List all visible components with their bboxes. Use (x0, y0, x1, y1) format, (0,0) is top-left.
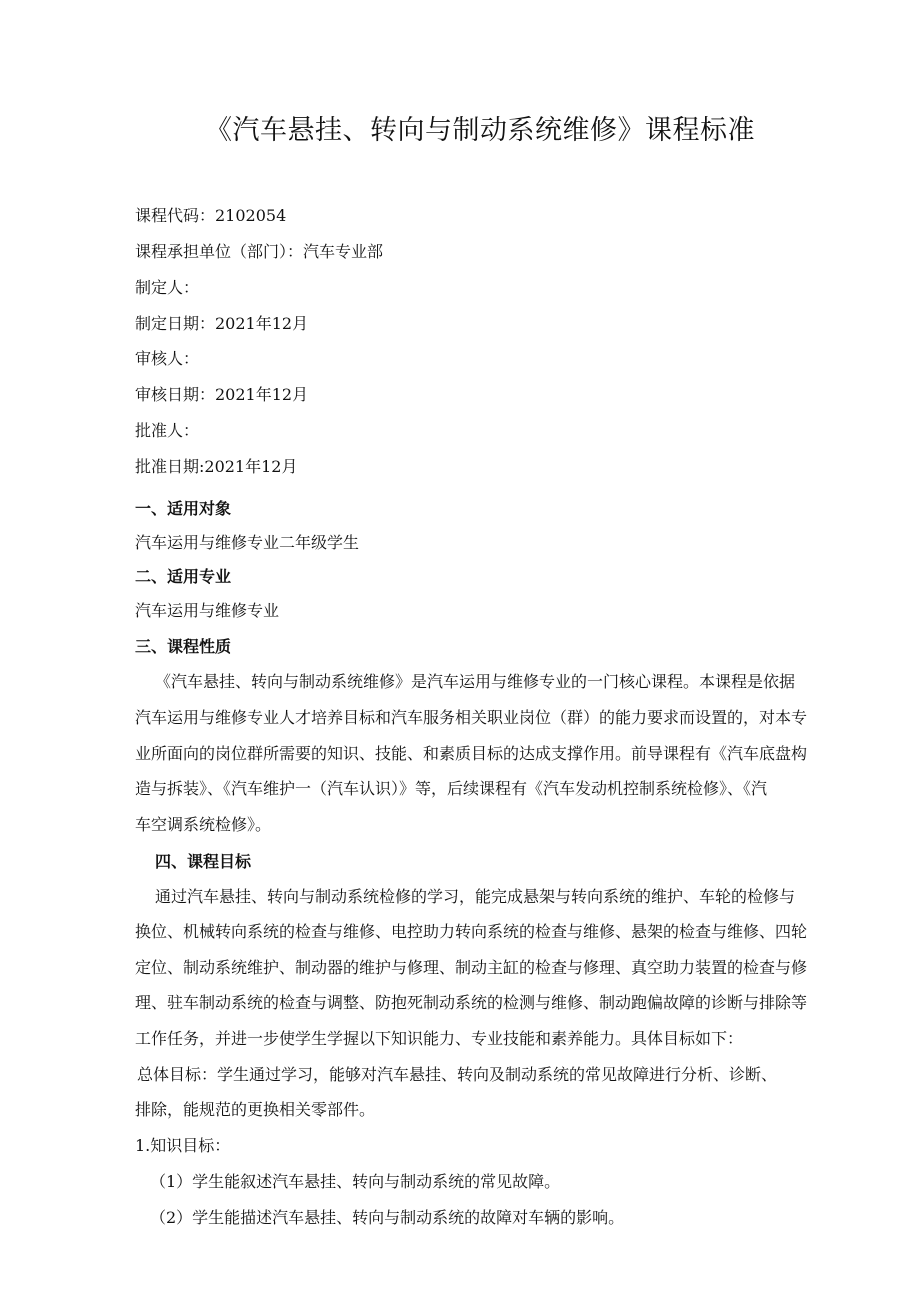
section-4-heading: 四、课程目标 (155, 852, 252, 871)
author-date: 制定日期：2021年12月 (135, 314, 309, 333)
section-3-line-1: 《汽车悬挂、转向与制动系统维修》是汽车运用与维修专业的一门核心课程。本课程是依据 (155, 672, 796, 691)
section-4-line-2: 换位、机械转向系统的检查与维修、电控助力转向系统的检查与维修、悬架的检查与维修、四轮 (135, 922, 808, 941)
review-date: 审核日期：2021年12月 (135, 385, 309, 404)
course-unit: 课程承担单位（部门）：汽车专业部 (135, 242, 384, 261)
section-3-line-4: 造与拆装》、《汽车维护一（汽车认识）》等，后续课程有《汽车发动机控制系统检修》、《汽 (135, 779, 768, 798)
author-label: 制定人： (135, 278, 200, 297)
section-1-text: 汽车运用与维修专业二年级学生 (135, 533, 360, 552)
section-4-line-4: 理、驻车制动系统的检查与调整、防抱死制动系统的检测与维修、制动跑偏故障的诊断与排除等 (135, 993, 808, 1012)
overall-goal-line-2: 排除，能规范的更换相关零部件。 (135, 1100, 376, 1119)
course-code: 课程代码：2102054 (135, 206, 287, 225)
knowledge-item-1: （1）学生能叙述汽车悬挂、转向与制动系统的常见故障。 (150, 1172, 561, 1191)
knowledge-goal-heading: 1.知识目标： (135, 1136, 231, 1155)
section-2-heading: 二、适用专业 (135, 567, 232, 586)
reviewer-label: 审核人： (135, 349, 200, 368)
section-4-line-3: 定位、制动系统维护、制动器的维护与修理、制动主缸的检查与修理、真空助力装置的检查与修 (135, 958, 808, 977)
section-2-text: 汽车运用与维修专业 (135, 601, 280, 620)
overall-goal-line-1: 总体目标：学生通过学习，能够对汽车悬挂、转向及制动系统的常见故障进行分析、诊断、 (137, 1065, 778, 1084)
section-3-line-3: 业所面向的岗位群所需要的知识、技能、和素质目标的达成支撑作用。前导课程有《汽车底盘构 (135, 744, 808, 763)
section-3-line-2: 汽车运用与维修专业人才培养目标和汽车服务相关职业岗位（群）的能力要求而设置的，对本专 (135, 708, 808, 727)
document-title: 《汽车悬挂、转向与制动系统维修》课程标准 (205, 115, 755, 146)
section-1-heading: 一、适用对象 (135, 499, 232, 518)
section-4-line-5: 工作任务，并进一步使学生学握以下知识能力、专业技能和素养能力。具体目标如下： (135, 1029, 744, 1048)
section-3-heading: 三、课程性质 (135, 637, 232, 656)
section-3-line-5: 车空调系统检修》。 (135, 815, 272, 834)
approve-date: 批准日期:2021年12月 (135, 457, 298, 476)
knowledge-item-2: （2）学生能描述汽车悬挂、转向与制动系统的故障对车辆的影响。 (150, 1208, 625, 1227)
approver-label: 批准人： (135, 421, 200, 440)
section-4-line-1: 通过汽车悬挂、转向与制动系统检修的学习，能完成悬架与转向系统的维护、车轮的检修与 (155, 887, 796, 906)
